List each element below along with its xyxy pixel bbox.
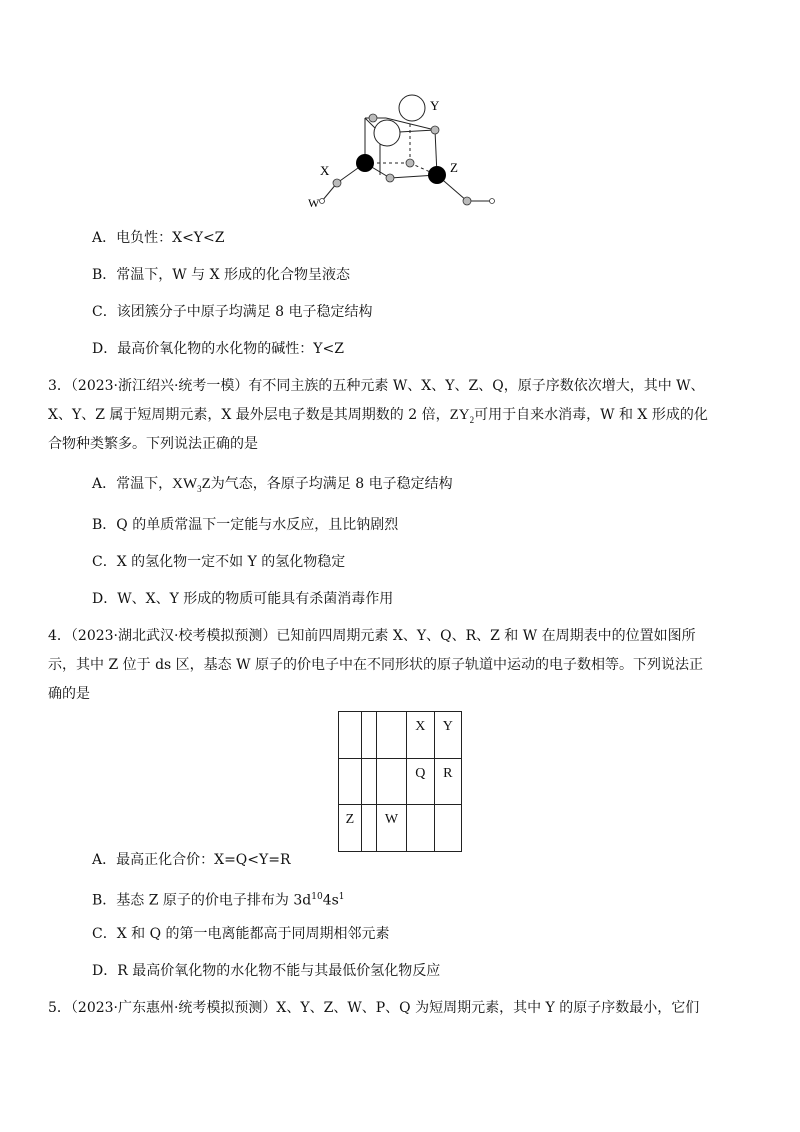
q3-option-c: C．X 的氢化物一定不如 Y 的氢化物稳定 <box>92 554 346 570</box>
table-cell <box>434 805 461 852</box>
table-cell <box>339 759 362 805</box>
q2-option-d: D．最高价氧化物的水化物的碱性：Y<Z <box>92 341 344 357</box>
q2-option-b: B．常温下，W 与 X 形成的化合物呈液态 <box>92 267 350 283</box>
periodic-table-fragment <box>338 711 462 852</box>
table-cell <box>407 805 434 852</box>
q3-stem-line1: 3．（2023·浙江绍兴·统考一模）有不同主族的五种元素 W、X、Y、Z、Q，原子序数依次增大，其中 W、 <box>48 378 705 394</box>
q4-option-a: A．最高正化合价：X=Q<Y=R <box>92 852 291 868</box>
table-cell: W <box>376 805 406 852</box>
q3-stem-line3: 合物种类繁多。下列说法正确的是 <box>48 436 258 452</box>
y-atom-back <box>399 95 425 121</box>
table-cell <box>361 805 376 852</box>
q3-option-d: D．W、X、Y 形成的物质可能具有杀菌消毒作用 <box>92 591 394 607</box>
label-y: Y <box>430 98 440 113</box>
q4-stem-line2: 示，其中 Z 位于 ds 区，基态 W 原子的价电子中在不同形状的原子轨道中运动的电子数相等。下列说法正 <box>48 657 703 673</box>
q5-stem-line1: 5．（2023·广东惠州·统考模拟预测）X、Y、Z、W、P、Q 为短周期元素，其中 Y 的原子序数最小，它们 <box>48 1000 700 1016</box>
table-cell: X <box>407 712 434 759</box>
table-cell <box>376 712 406 759</box>
q2-option-a: A．电负性：X<Y<Z <box>92 230 225 246</box>
table-cell <box>339 712 362 759</box>
q4-option-d: D．R 最高价氧化物的水化物不能与其最低价氢化物反应 <box>92 963 441 979</box>
q4-option-b: B．基态 Z 原子的价电子排布为 $3d^{10}4s^1$ <box>92 892 345 909</box>
table-cell: Y <box>434 712 461 759</box>
q2-option-c: C．该团簇分子中原子均满足 8 电子稳定结构 <box>92 304 373 320</box>
cluster-structure-figure <box>280 90 520 215</box>
table-cell: R <box>434 759 461 805</box>
x-atom <box>356 154 374 172</box>
table-cell <box>361 712 376 759</box>
formula-zy2: $ZY_2$ <box>449 407 475 425</box>
label-z: Z <box>450 160 458 175</box>
table-cell <box>376 759 406 805</box>
label-w: W <box>308 196 320 210</box>
q4-option-c: C．X 和 Q 的第一电离能都高于同周期相邻元素 <box>92 926 390 942</box>
formula-xw3z: $XW_3Z$ <box>172 476 211 494</box>
q3-stem-line2: X、Y、Z 属于短周期元素，X 最外层电子数是其周期数的 2 倍，$ZY_2$可用于自来水消毒，W 和 X 形成的化 <box>48 407 708 425</box>
q4-stem-line3: 确的是 <box>48 686 90 702</box>
label-x: X <box>320 163 330 178</box>
y-atom-front <box>374 120 400 146</box>
q3-option-a: A．常温下，$XW_3Z$为气态，各原子均满足 8 电子稳定结构 <box>92 476 453 494</box>
table-cell: Q <box>407 759 434 805</box>
q3-option-b: B．Q 的单质常温下一定能与水反应，且比钠剧烈 <box>92 517 399 533</box>
q4-stem-line1: 4．（2023·湖北武汉·校考模拟预测）已知前四周期元素 X、Y、Q、R、Z 和 W 在周期表中的位置如图所 <box>48 628 696 644</box>
z-atom <box>428 166 446 184</box>
table-cell: Z <box>339 805 362 852</box>
table-cell <box>361 759 376 805</box>
